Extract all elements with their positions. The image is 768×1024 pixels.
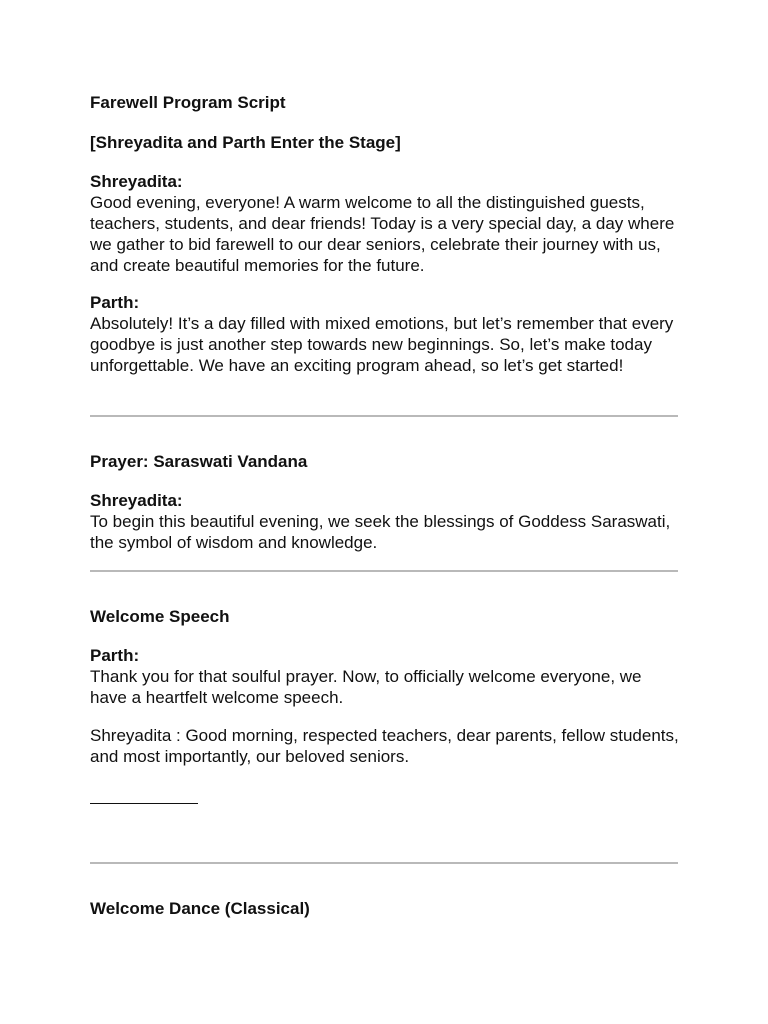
prayer-text: To begin this beautiful evening, we seek the blessings of Goddess Saraswati, the symbol of wisdom and knowledge. <box>90 512 671 552</box>
welcome-speech-heading-block <box>90 606 680 627</box>
speaker-label-shreyadita: Shreyadita: <box>90 172 183 191</box>
welcome-speech-body-block <box>90 725 680 767</box>
prayer-heading: Prayer: Saraswati Vandana <box>90 452 308 471</box>
fill-in-blank-line <box>90 803 198 804</box>
intro-parth-text: Absolutely! It’s a day filled with mixed emotions, but let’s remember that every goodbye is just another step towards new beginnings. So, let’s make today unforgettable. We have an exciting program ahead, so let’s get started! <box>90 314 674 375</box>
stage-direction-block <box>90 132 680 153</box>
welcome-speech-parth-text: Thank you for that soulful prayer. Now, to officially welcome everyone, we have a heartfelt welcome speech. <box>90 667 642 707</box>
document-title: Farewell Program Script <box>90 93 286 112</box>
prayer-heading-block <box>90 451 680 472</box>
intro-parth-block <box>90 292 680 376</box>
section-divider <box>90 570 678 572</box>
stage-direction: [Shreyadita and Parth Enter the Stage] <box>90 133 401 152</box>
prayer-shreyadita-block <box>90 490 680 553</box>
welcome-speech-parth-block <box>90 645 680 708</box>
section-divider <box>90 862 678 864</box>
intro-shreyadita-text: Good evening, everyone! A warm welcome to all the distinguished guests, teachers, students, and dear friends! Today is a very special day, a day where we gather to bid farewell to our dear seniors, celebrate their journey with us, and create beautiful memories for the future. <box>90 193 675 275</box>
speaker-label-parth: Parth: <box>90 293 140 312</box>
speaker-label-parth: Parth: <box>90 646 140 665</box>
welcome-speech-body: Shreyadita : Good morning, respected teachers, dear parents, fellow students, and most importantly, our beloved seniors. <box>90 726 679 766</box>
welcome-dance-heading-block <box>90 898 680 919</box>
intro-shreyadita-block <box>90 171 680 276</box>
document-title-block <box>90 92 680 113</box>
welcome-dance-heading: Welcome Dance (Classical) <box>90 899 310 918</box>
welcome-speech-heading: Welcome Speech <box>90 607 230 626</box>
speaker-label-shreyadita: Shreyadita: <box>90 491 183 510</box>
section-divider <box>90 415 678 417</box>
